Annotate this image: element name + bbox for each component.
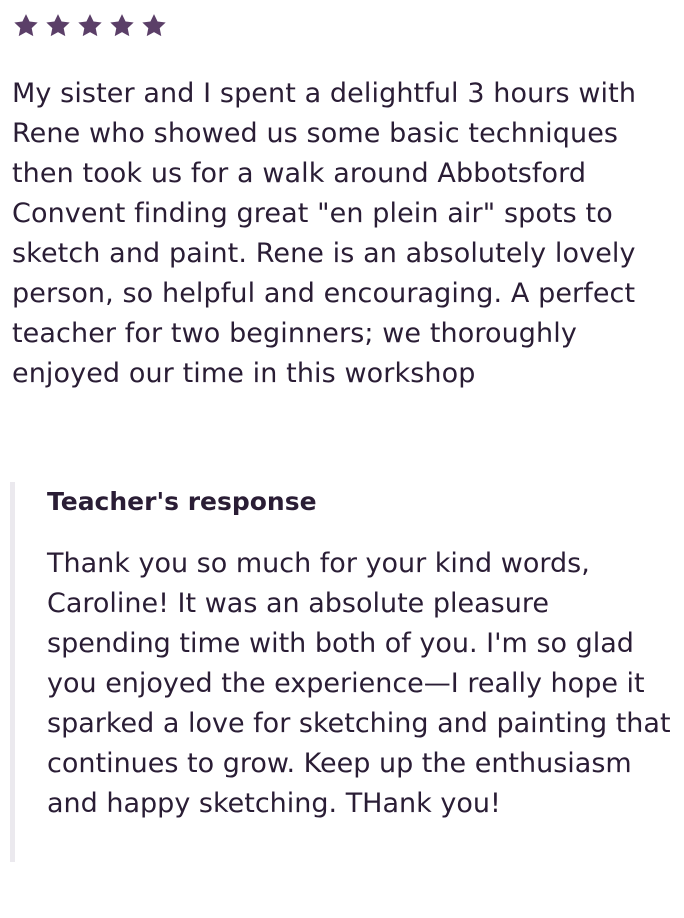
star-rating (12, 12, 168, 40)
review-text: My sister and I spent a delightful 3 hours with Rene who showed us some basic techniques then took us for a walk around Abbotsford Convent finding great "en plein air" spots to sketch and paint. Rene is an absolutely lovely person, so helpful and encouraging. A perfect teacher for two beginners; we thoroughly enjoyed our time in this workshop (12, 78, 637, 389)
star-icon (44, 12, 72, 40)
star-icon (12, 12, 40, 40)
teacher-response (10, 482, 676, 862)
teacher-response-title: Teacher's response (47, 487, 317, 516)
star-icon (140, 12, 168, 40)
teacher-response-text: Thank you so much for your kind words, Caroline! It was an absolute pleasure spending time with both of you. I'm so glad you enjoyed the experience—I really hope it sparked a love for sketching and painting that continues to grow. Keep up the enthusiasm and happy sketching. THank you! (47, 548, 671, 819)
star-icon (108, 12, 136, 40)
star-icon (76, 12, 104, 40)
